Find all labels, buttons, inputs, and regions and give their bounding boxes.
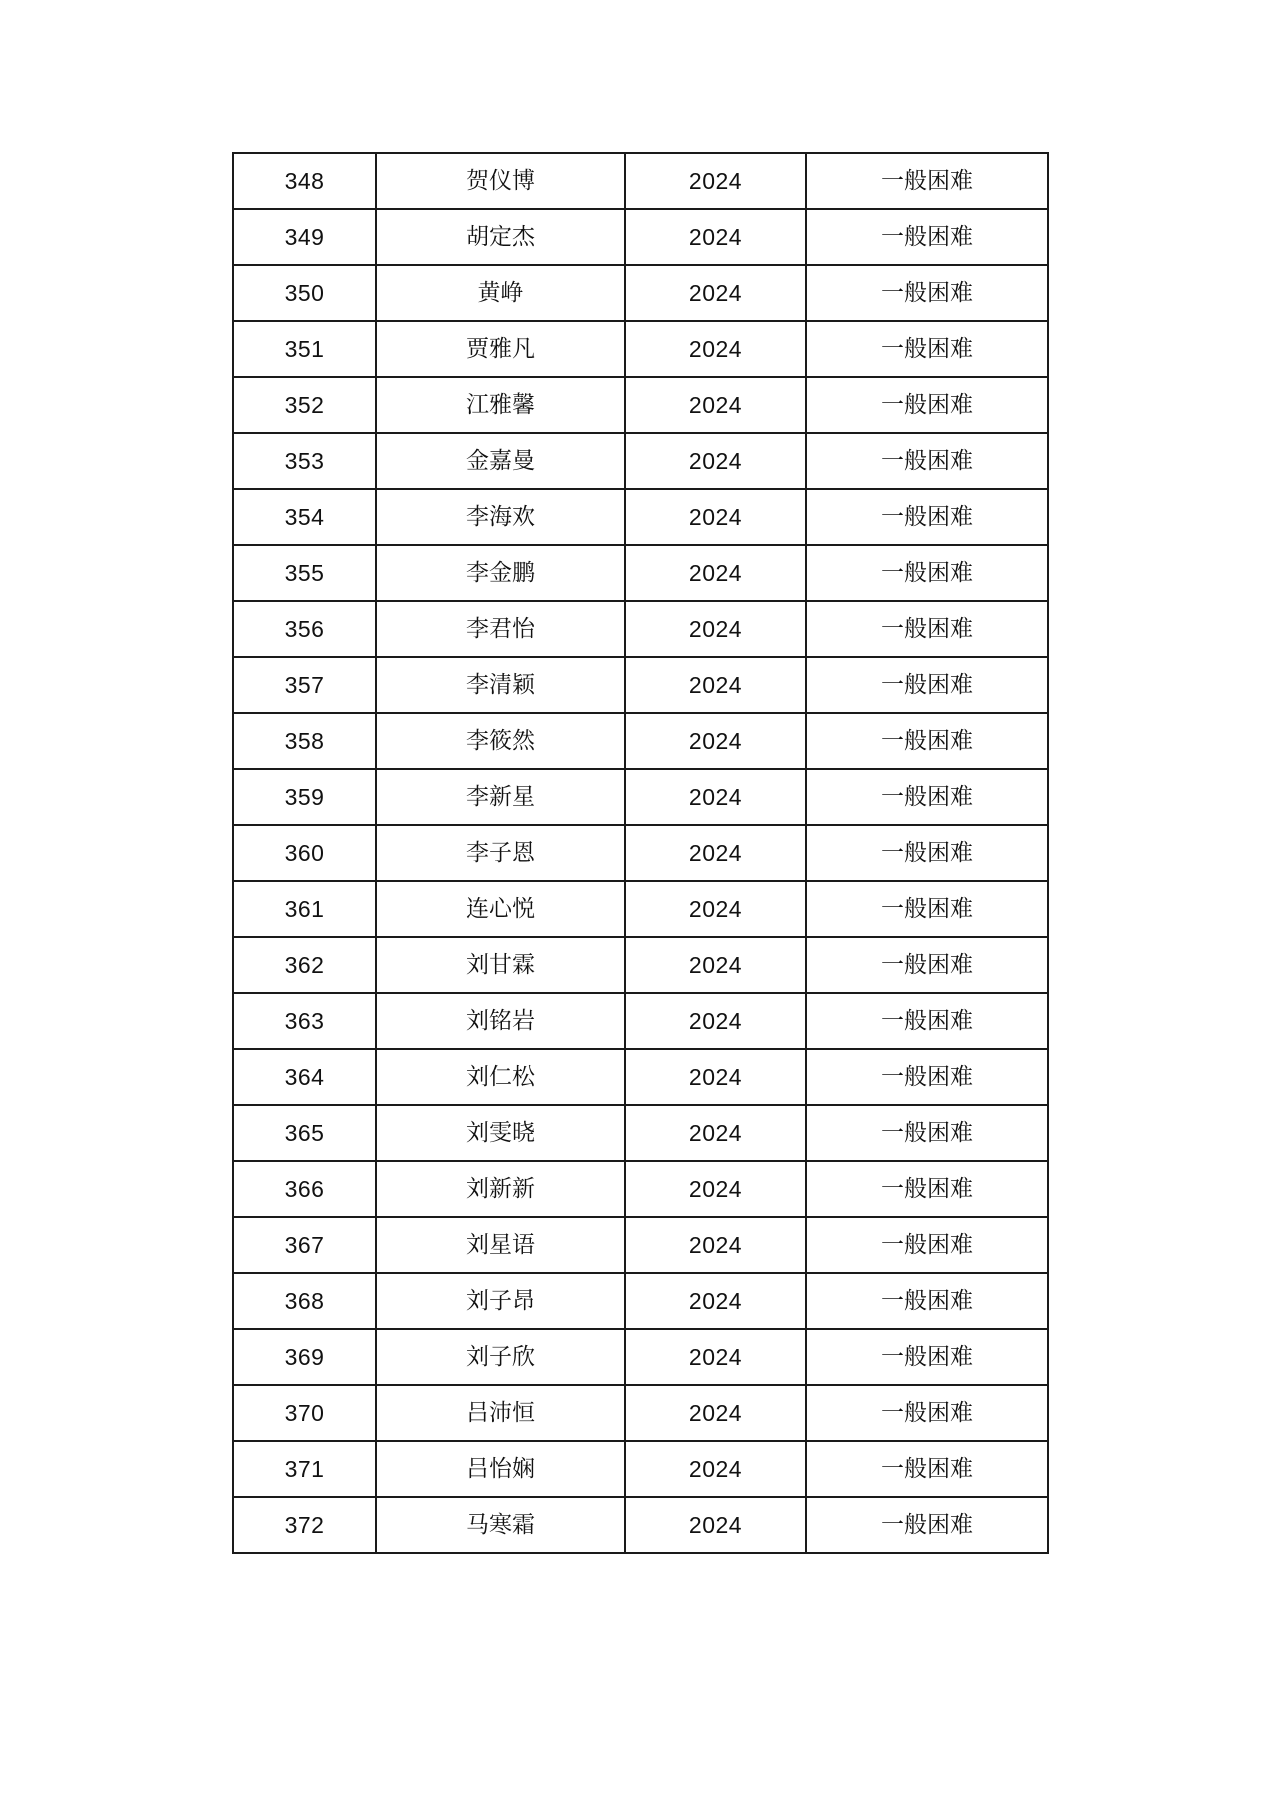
year-cell: 2024 [625,657,806,713]
difficulty-level-cell: 一般困难 [806,1049,1048,1105]
row-number-cell: 357 [233,657,376,713]
table-row [233,657,1048,713]
difficulty-level-cell: 一般困难 [806,209,1048,265]
student-name-cell: 吕怡娴 [376,1441,625,1497]
difficulty-level-cell: 一般困难 [806,265,1048,321]
difficulty-level-cell: 一般困难 [806,657,1048,713]
difficulty-level-cell: 一般困难 [806,433,1048,489]
table-row [233,1329,1048,1385]
student-name-cell: 连心悦 [376,881,625,937]
row-number-cell: 371 [233,1441,376,1497]
row-number-cell: 369 [233,1329,376,1385]
student-name-cell: 李子恩 [376,825,625,881]
year-cell: 2024 [625,713,806,769]
table-row [233,209,1048,265]
year-cell: 2024 [625,377,806,433]
table-row [233,1105,1048,1161]
row-number-cell: 365 [233,1105,376,1161]
student-name-cell: 刘子欣 [376,1329,625,1385]
student-name-cell: 李金鹏 [376,545,625,601]
year-cell: 2024 [625,1049,806,1105]
difficulty-level-cell: 一般困难 [806,1385,1048,1441]
row-number-cell: 356 [233,601,376,657]
row-number-cell: 372 [233,1497,376,1553]
row-number-cell: 351 [233,321,376,377]
table-row [233,321,1048,377]
student-name-cell: 李君怡 [376,601,625,657]
year-cell: 2024 [625,769,806,825]
table-row [233,433,1048,489]
year-cell: 2024 [625,601,806,657]
difficulty-level-cell: 一般困难 [806,1105,1048,1161]
table-row [233,545,1048,601]
year-cell: 2024 [625,1105,806,1161]
difficulty-level-cell: 一般困难 [806,153,1048,209]
table-row [233,1049,1048,1105]
year-cell: 2024 [625,1273,806,1329]
roster-table-body [233,153,1048,1553]
difficulty-level-cell: 一般困难 [806,713,1048,769]
student-name-cell: 刘仁松 [376,1049,625,1105]
row-number-cell: 349 [233,209,376,265]
student-name-cell: 吕沛恒 [376,1385,625,1441]
year-cell: 2024 [625,881,806,937]
difficulty-level-cell: 一般困难 [806,601,1048,657]
year-cell: 2024 [625,489,806,545]
student-name-cell: 李筱然 [376,713,625,769]
table-row [233,713,1048,769]
year-cell: 2024 [625,1161,806,1217]
row-number-cell: 355 [233,545,376,601]
difficulty-level-cell: 一般困难 [806,545,1048,601]
difficulty-level-cell: 一般困难 [806,769,1048,825]
row-number-cell: 364 [233,1049,376,1105]
year-cell: 2024 [625,1329,806,1385]
table-row [233,153,1048,209]
table-row [233,769,1048,825]
year-cell: 2024 [625,1385,806,1441]
row-number-cell: 363 [233,993,376,1049]
student-name-cell: 马寒霜 [376,1497,625,1553]
row-number-cell: 368 [233,1273,376,1329]
row-number-cell: 352 [233,377,376,433]
difficulty-level-cell: 一般困难 [806,321,1048,377]
difficulty-level-cell: 一般困难 [806,1273,1048,1329]
table-row [233,601,1048,657]
student-name-cell: 金嘉曼 [376,433,625,489]
year-cell: 2024 [625,1497,806,1553]
table-row [233,937,1048,993]
difficulty-level-cell: 一般困难 [806,1441,1048,1497]
table-row [233,825,1048,881]
difficulty-level-cell: 一般困难 [806,489,1048,545]
row-number-cell: 353 [233,433,376,489]
difficulty-level-cell: 一般困难 [806,1217,1048,1273]
row-number-cell: 348 [233,153,376,209]
table-row [233,1441,1048,1497]
year-cell: 2024 [625,153,806,209]
table-row [233,377,1048,433]
student-name-cell: 贺仪博 [376,153,625,209]
student-name-cell: 黄峥 [376,265,625,321]
difficulty-level-cell: 一般困难 [806,937,1048,993]
student-name-cell: 李海欢 [376,489,625,545]
row-number-cell: 370 [233,1385,376,1441]
table-row [233,1385,1048,1441]
difficulty-level-cell: 一般困难 [806,1329,1048,1385]
student-name-cell: 江雅馨 [376,377,625,433]
year-cell: 2024 [625,321,806,377]
difficulty-level-cell: 一般困难 [806,377,1048,433]
difficulty-level-cell: 一般困难 [806,881,1048,937]
student-name-cell: 贾雅凡 [376,321,625,377]
difficulty-level-cell: 一般困难 [806,825,1048,881]
student-name-cell: 刘子昂 [376,1273,625,1329]
year-cell: 2024 [625,1441,806,1497]
year-cell: 2024 [625,937,806,993]
row-number-cell: 361 [233,881,376,937]
student-name-cell: 刘雯晓 [376,1105,625,1161]
table-row [233,265,1048,321]
row-number-cell: 354 [233,489,376,545]
row-number-cell: 350 [233,265,376,321]
table-row [233,489,1048,545]
year-cell: 2024 [625,433,806,489]
row-number-cell: 358 [233,713,376,769]
table-row [233,1497,1048,1553]
student-name-cell: 胡定杰 [376,209,625,265]
year-cell: 2024 [625,993,806,1049]
year-cell: 2024 [625,209,806,265]
student-name-cell: 李新星 [376,769,625,825]
row-number-cell: 367 [233,1217,376,1273]
difficulty-level-cell: 一般困难 [806,1161,1048,1217]
row-number-cell: 359 [233,769,376,825]
table-row [233,881,1048,937]
student-roster-table [232,152,1049,1554]
year-cell: 2024 [625,545,806,601]
row-number-cell: 366 [233,1161,376,1217]
table-row [233,1217,1048,1273]
table-row [233,1273,1048,1329]
table-row [233,1161,1048,1217]
student-name-cell: 刘铭岩 [376,993,625,1049]
year-cell: 2024 [625,825,806,881]
year-cell: 2024 [625,1217,806,1273]
difficulty-level-cell: 一般困难 [806,1497,1048,1553]
table-row [233,993,1048,1049]
student-name-cell: 刘新新 [376,1161,625,1217]
row-number-cell: 362 [233,937,376,993]
student-name-cell: 李清颖 [376,657,625,713]
row-number-cell: 360 [233,825,376,881]
student-name-cell: 刘星语 [376,1217,625,1273]
year-cell: 2024 [625,265,806,321]
student-name-cell: 刘甘霖 [376,937,625,993]
difficulty-level-cell: 一般困难 [806,993,1048,1049]
